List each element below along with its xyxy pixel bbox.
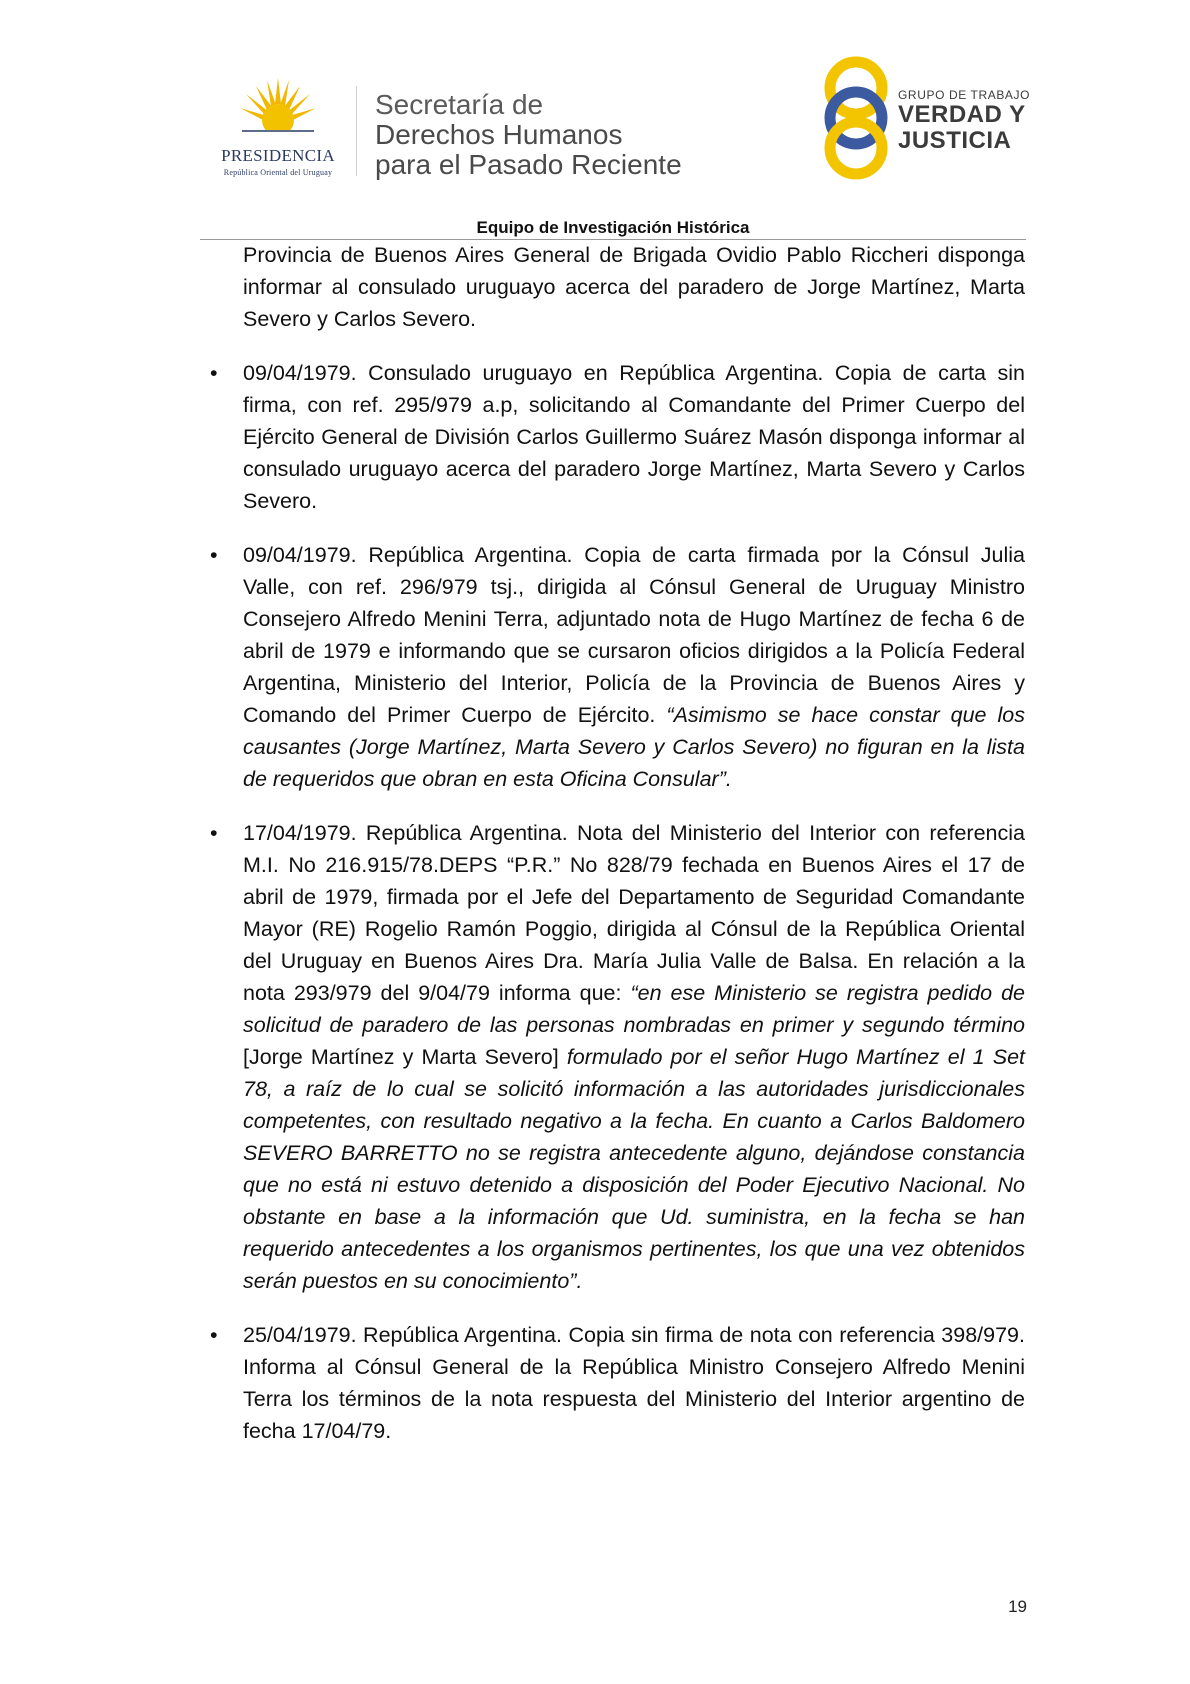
sun-emblem-icon [236,74,320,148]
secretaria-line-2: Derechos Humanos [375,119,623,150]
presidencia-logo [196,74,360,184]
secretaria-line-1: Secretaría de [375,89,544,120]
list-item-quote: formulado por el señor Hugo Martínez el 1 Set 78, a raíz de lo cual se solicitó información a las autoridades jurisdiccionales competentes, con resultado negativo a la fecha. En cuanto a Carlos Baldomero SEVERO BARRETTO no se registra antecedente alguno, dejándose constancia que no está ni estuvo detenido a disposición del Poder Ejecutivo Nacional. No obstante en base a la información que Ud. suministra, en la fecha se han requerido antecedentes a los organismos pertinentes, los que una vez obtenidos serán puestos en su conocimiento”. [243,1045,1026,1293]
list-item-text: 17/04/1979. República Argentina. Nota del Ministerio del Interior con referencia M.I. No 216.915/78.DEPS “P.R.” No 828/79 fechada en Buenos Aires el 17 de abril de 1979, firmada por el Jefe del Departamento de Seguridad Comandante Mayor (RE) Rogelio Ramón Poggio, dirigida al Cónsul de la República Oriental del Uruguay en Buenos Aires Dra. María Julia Valle de Balsa. En relación a la nota 293/979 del 9/04/79 informa que: [243,821,1025,1005]
page-number: 19 [1008,1597,1027,1616]
secretaria-line-3: para el Pasado Reciente [375,149,682,180]
logo-divider [356,86,357,176]
list-item [210,539,1025,795]
continuation-paragraph: Provincia de Buenos Aires General de Brigada Ovidio Pablo Riccheri disponga informar al consulado uruguayo acerca del paradero de Jorge Martínez, Marta Severo y Carlos Severo. [243,243,1025,331]
list-item-bracket: [Jorge Martínez y Marta Severo] [243,1045,567,1069]
list-item-text: 09/04/1979. República Argentina. Copia de carta firmada por la Cónsul Julia Valle, con ref. 296/979 tsj., dirigida al Cónsul General de Uruguay Ministro Consejero Alfredo Menini Terra, adjuntado nota de Hugo Martínez de fecha 6 de abril de 1979 e informando que se cursaron oficios dirigidos a la Policía Federal Argentina, Ministerio del Interior, Policía de la Provincia de Buenos Aires y Comando del Primer Cuerpo de Ejército. [243,543,1025,727]
list-item-quote: “Asimismo se hace constar que los causantes (Jorge Martínez, Marta Severo y Carlos Severo) no figuran en la lista de requeridos que obran en esta Oficina Consular”. [243,703,1025,791]
justicia-label: JUSTICIA [898,127,1012,154]
list-item-text: 09/04/1979. Consulado uruguayo en República Argentina. Copia de carta sin firma, con ref. 295/979 a.p, solicitando al Comandante del Primer Cuerpo del Ejército General de División Carlos Guillermo Suárez Masón disponga informar al consulado uruguayo acerca del paradero Jorge Martínez, Marta Severo y Carlos Severo. [243,361,1025,513]
secretaria-title [375,90,682,180]
list-item-quote: “en ese Ministerio se registra pedido de solicitud de paradero de las personas nombradas en primer y segundo término [243,981,1025,1037]
list-item-text: 25/04/1979. República Argentina. Copia sin firma de nota con referencia 398/979. Informa al Cónsul General de la República Ministro Consejero Alfredo Menini Terra los términos de la nota respuesta del Ministerio del Interior argentino de fecha 17/04/79. [243,1323,1025,1443]
list-item [210,1319,1025,1447]
bullet: • [210,543,218,567]
bullet: • [210,1323,218,1347]
presidencia-subtitle: República Oriental del Uruguay [223,168,333,177]
verdad-label: VERDAD Y [898,101,1026,128]
interlocked-rings-icon [818,56,894,180]
list-item [210,817,1026,1297]
team-title: Equipo de Investigación Histórica [476,218,750,237]
bullet: • [210,821,218,845]
grupo-trabajo-label: GRUPO DE TRABAJO [898,88,1031,102]
bullet: • [210,361,218,385]
document-body [210,239,1026,1469]
list-item [210,357,1025,517]
grupo-trabajo-text [898,88,1030,154]
presidencia-name: PRESIDENCIA [221,146,335,165]
page-header [0,0,1190,240]
